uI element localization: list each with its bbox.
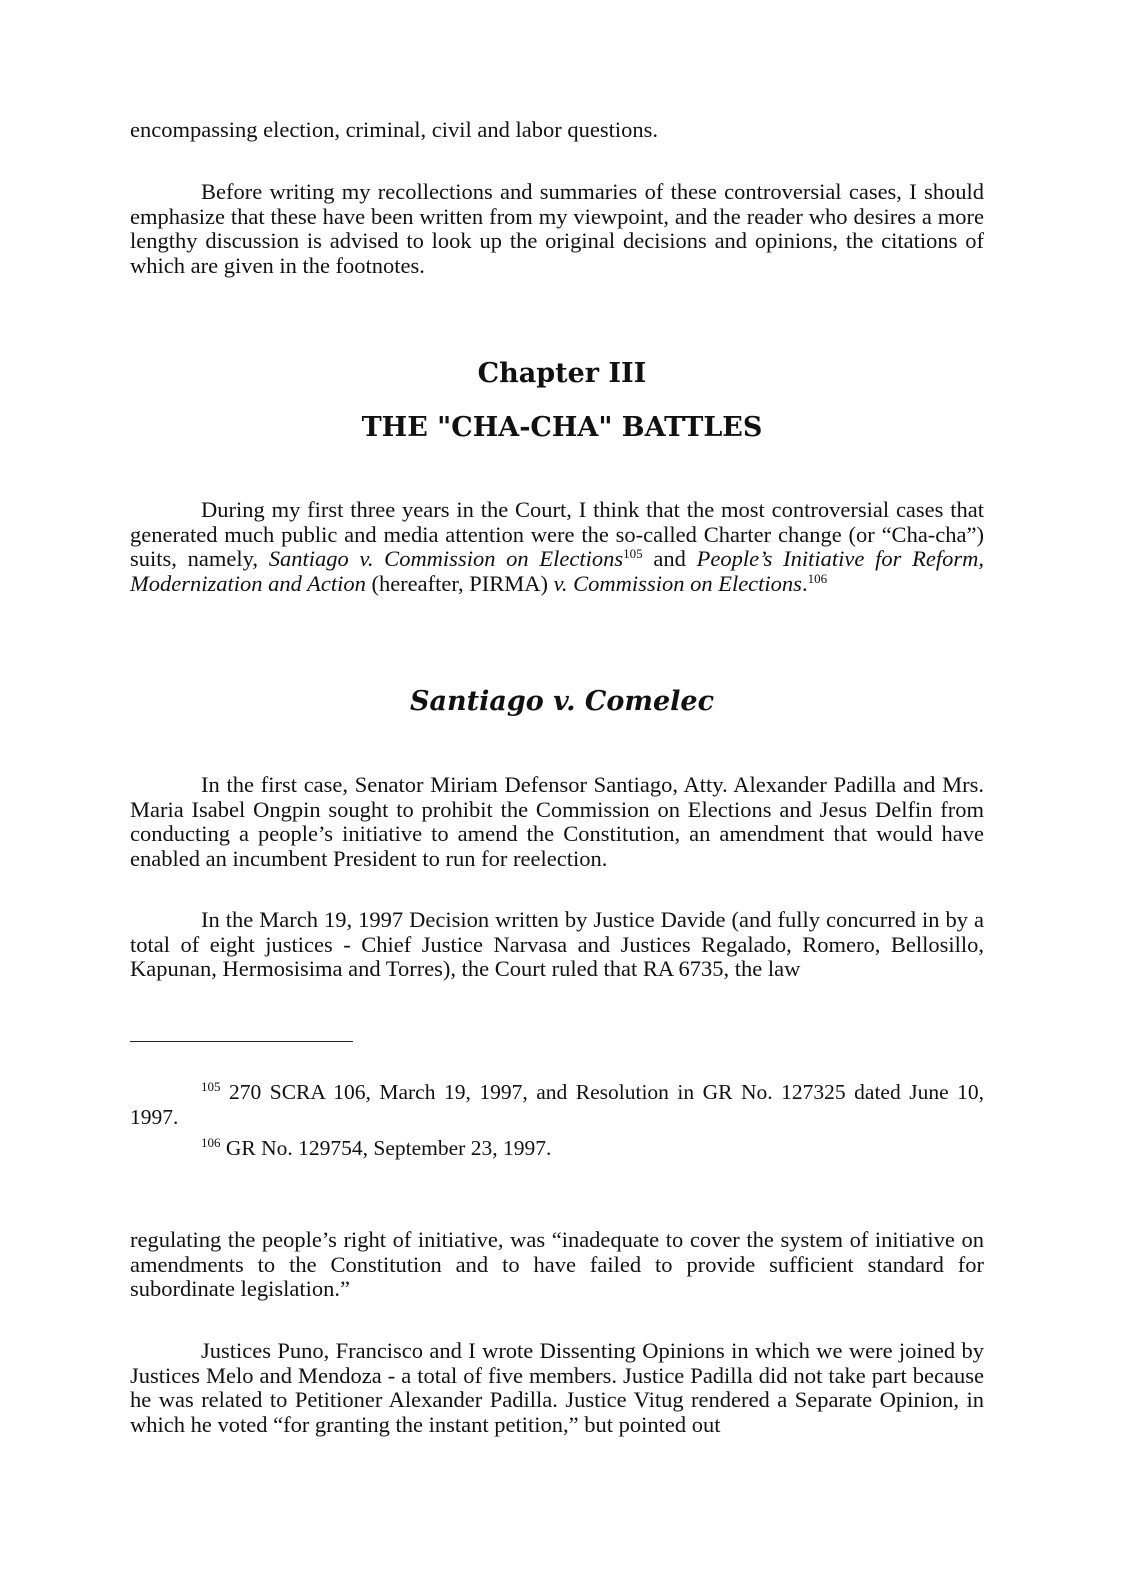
continuation-paragraph	[130, 118, 984, 143]
footnote-ref-106[interactable]: 106	[807, 570, 828, 586]
next-page-paragraph-1	[130, 1228, 984, 1302]
footnote-106-marker: 106	[201, 1135, 221, 1150]
footnote-ref-105[interactable]: 105	[623, 546, 643, 562]
footnote-105-marker: 105	[201, 1079, 221, 1094]
footnote-105-text	[130, 1080, 984, 1129]
next-page-paragraph-2	[130, 1339, 984, 1437]
chapter-title: THE "CHA-CHA" BATTLES	[361, 412, 763, 443]
section-paragraph-1	[130, 773, 984, 871]
case-pirma-citation: People’s Initiative for Reform, Modernization and Action	[130, 546, 984, 596]
case-santiago-citation: Santiago v. Commission on Elections	[268, 546, 624, 572]
chapter-text-3: (hereafter, PIRMA)	[365, 570, 554, 596]
section-title: Santiago v. Comelec	[409, 686, 715, 717]
footnote-106	[130, 1136, 984, 1161]
footnote-106-text	[130, 1136, 984, 1161]
next-page-paragraph-2-text: Justices Puno, Francisco and I wrote Dissenting Opinions in which we were joined by Justices Melo and Mendoza - a total of five members. Justice Padilla did not take part because he was related to Petitioner Alexander Padilla. Justice Vitug rendered a Separate Opinion, in which he voted “for granting the instant petition,” but pointed out	[130, 1338, 984, 1437]
chapter-text-1: During my first three years in the Court, I think that the most controversial cases that generated much public and media attention were the so-called Charter change (or “Cha-cha”) suits, namely,	[130, 497, 984, 572]
continuation-text: encompassing election, criminal, civil and labor questions.	[130, 117, 658, 142]
intro-paragraph	[130, 180, 984, 278]
chapter-text-4: .	[801, 570, 808, 596]
chapter-text-2: and	[642, 546, 697, 572]
section-paragraph-1-text: In the first case, Senator Miriam Defensor Santiago, Atty. Alexander Padilla and Mrs. Maria Isabel Ongpin sought to prohibit the Commission on Elections and Jesus Delfin from conducting a people’s initiative to amend the Constitution, an amendment that would have enabled an incumbent President to run for reelection.	[130, 772, 984, 871]
case-pirma-citation-cont: v. Commission on Elections	[553, 570, 802, 596]
section-paragraph-2-text: In the March 19, 1997 Decision written by Justice Davide (and fully concurred in by a total of eight justices - Chief Justice Narvasa and Justices Regalado, Romero, Bellosillo, Kapunan, Hermosisima and Torres), the Court ruled that RA 6735, the law	[130, 907, 984, 982]
section-paragraph-2	[130, 908, 984, 982]
next-page-paragraph-1-text: regulating the people’s right of initiative, was “inadequate to cover the system of initiative on amendments to the Constitution and to have failed to provide sufficient standard for subordinate legislation.”	[130, 1227, 984, 1302]
footnote-106-body: GR No. 129754, September 23, 1997.	[220, 1136, 552, 1160]
chapter-label: Chapter III	[477, 358, 647, 389]
chapter-paragraph	[130, 498, 984, 596]
footnote-105-body: 270 SCRA 106, March 19, 1997, and Resolution in GR No. 127325 dated June 10, 1997.	[130, 1080, 984, 1129]
intro-text: Before writing my recollections and summaries of these controversial cases, I should emphasize that these have been written from my viewpoint, and the reader who desires a more lengthy discussion is advised to look up the original decisions and opinions, the citations of which are given in the footnotes.	[130, 179, 984, 278]
footnote-divider	[130, 1041, 353, 1042]
chapter-paragraph-text	[130, 498, 984, 596]
footnote-105	[130, 1080, 984, 1129]
